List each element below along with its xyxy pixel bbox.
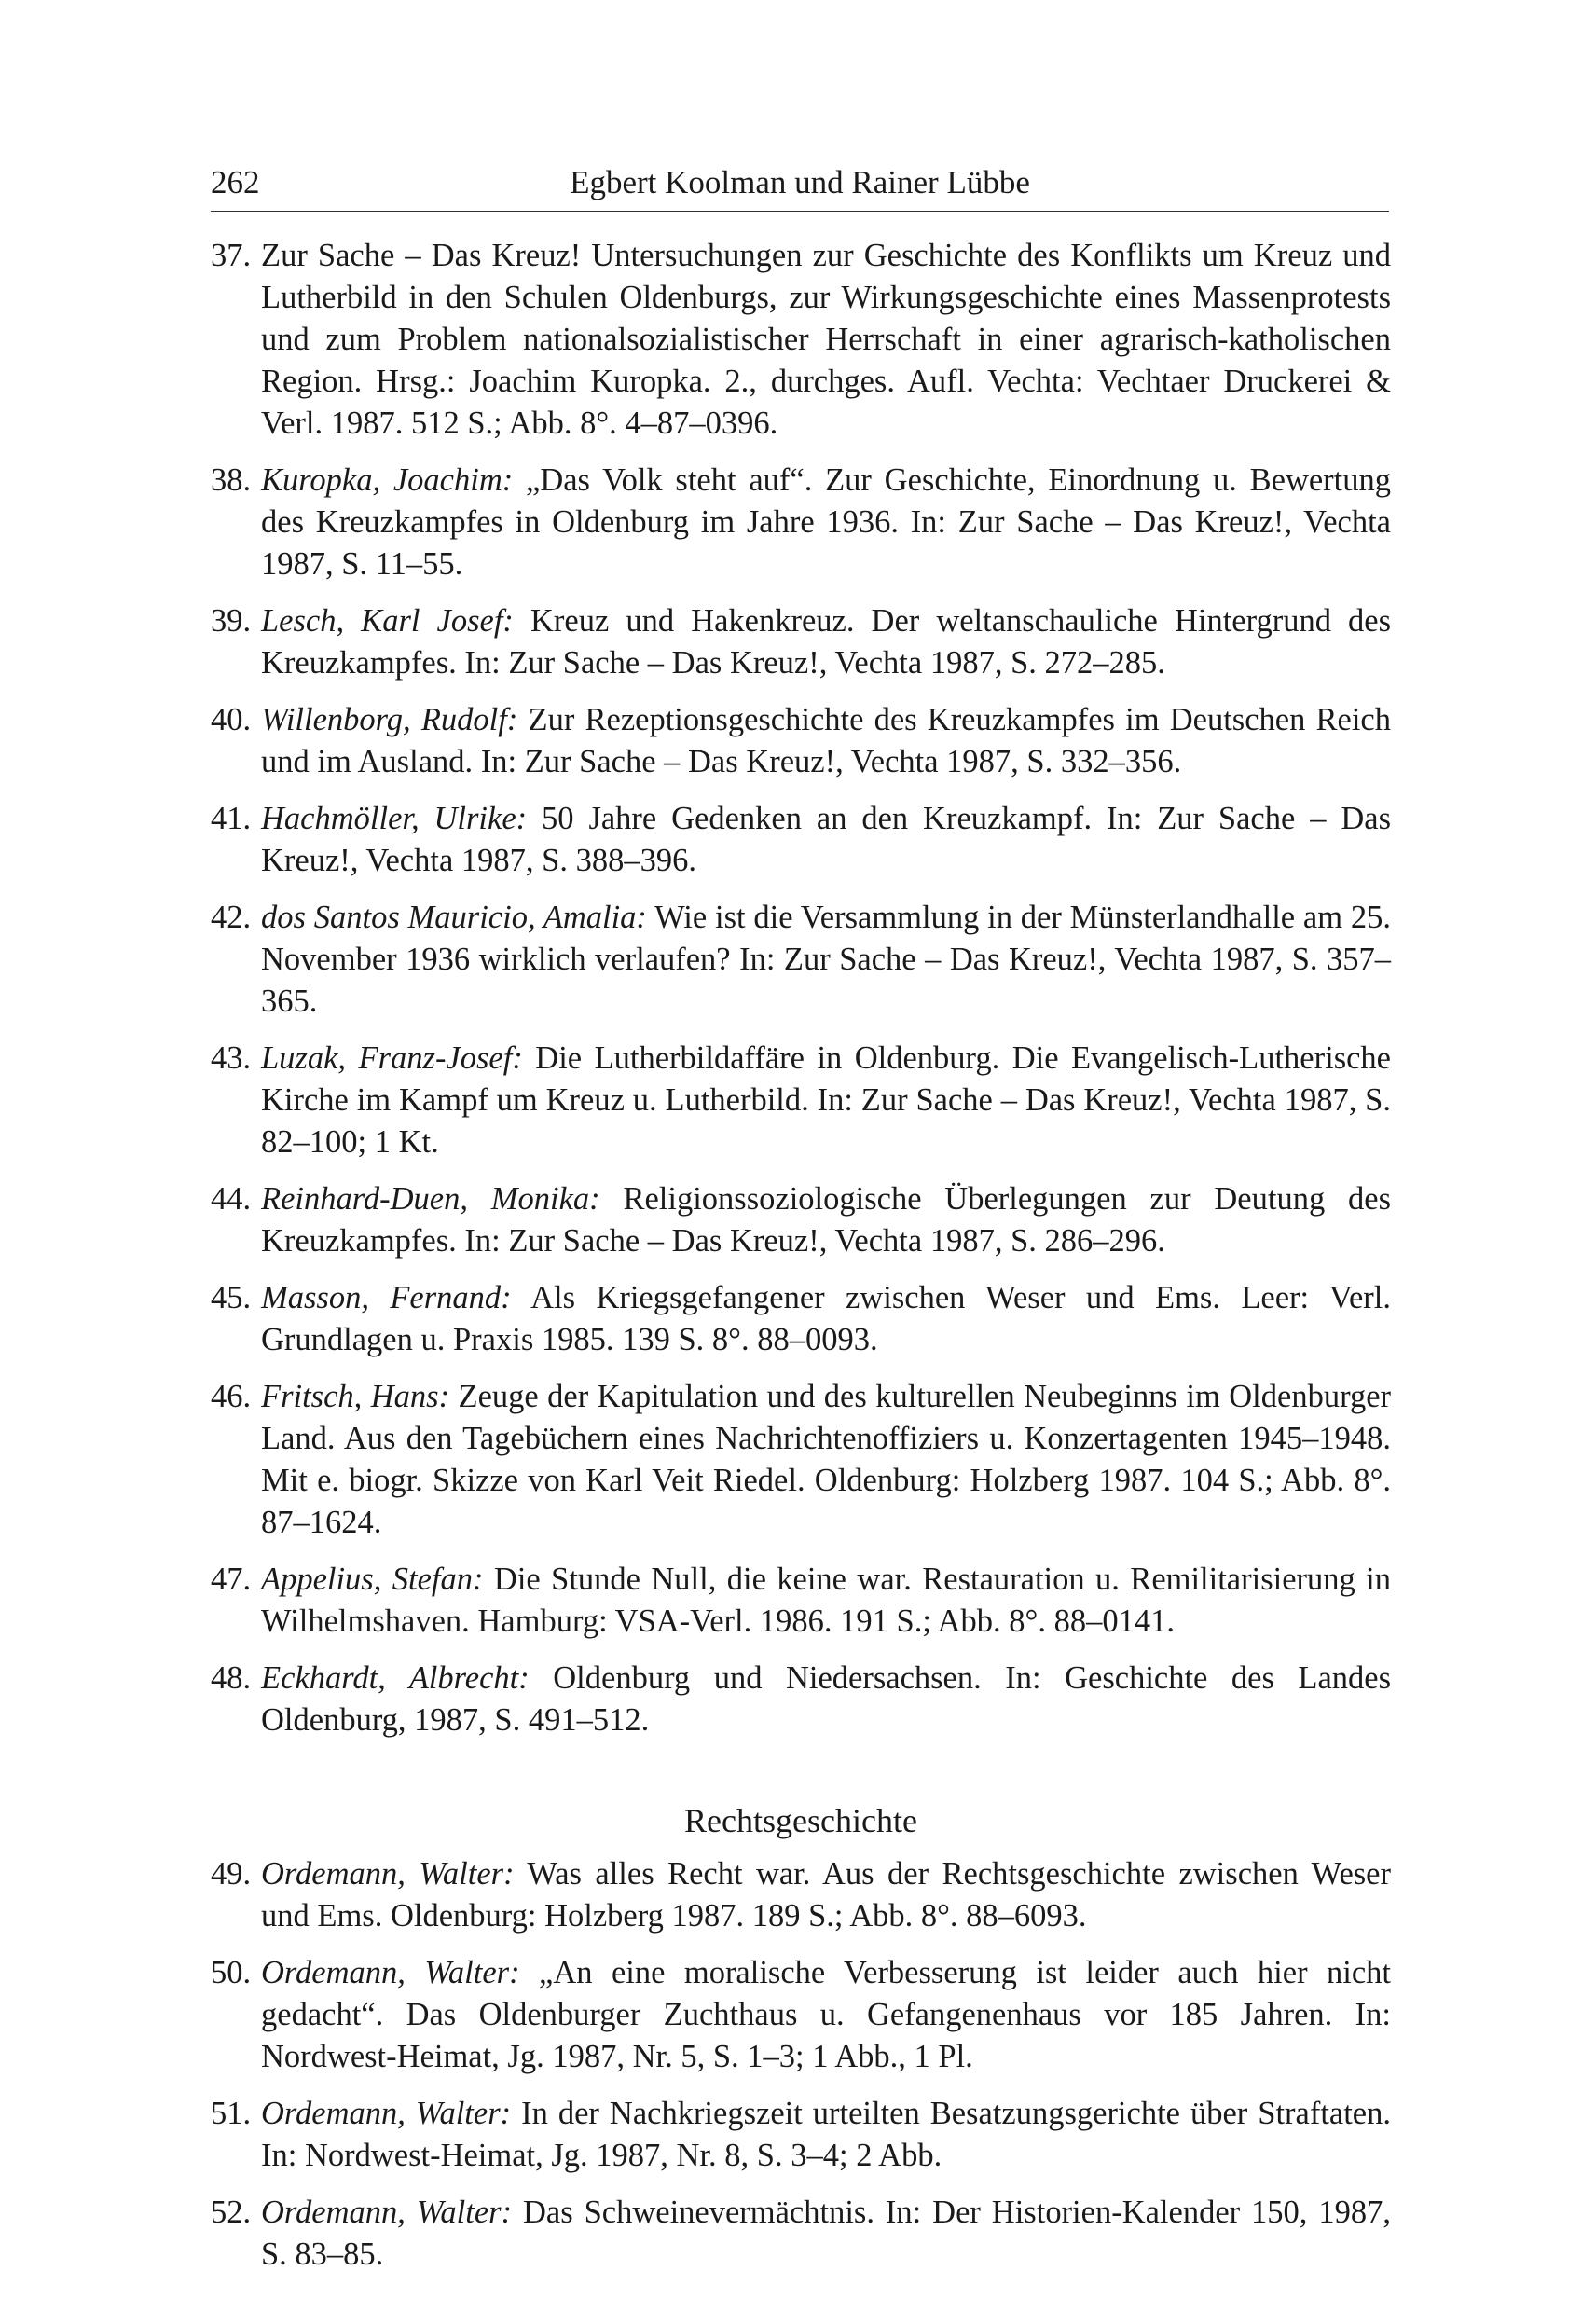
- entry-author: Kuropka, Joachim:: [261, 462, 514, 498]
- entry-author: Ordemann, Walter:: [261, 2195, 513, 2230]
- entry-number: 42.: [211, 900, 252, 935]
- entry-text: Zur Sache – Das Kreuz! Untersuchungen zur Geschichte des Konflikts um Kreuz und Lutherbild in den Schulen Oldenburgs, zur Wirkungsgeschichte eines Massenprotests und zum Problem nationalsozialistischer Herrschaft in einer agrarisch-katholischen Region. Hrsg.: Joachim Kuropka. 2., durchges. Aufl. Vechta: Vechtaer Druckerei & Verl. 1987. 512 S.; Abb. 8°. 4–87–0396.: [261, 238, 1391, 441]
- entry-number: 49.: [211, 1856, 252, 1892]
- entry-author: Willenborg, Rudolf:: [261, 702, 518, 737]
- entry-text: Das Schweinevermächtnis. In: Der Historien-Kalender 150, 1987, S. 83–85.: [261, 2195, 1391, 2272]
- bibliography-entry: [211, 699, 1391, 783]
- entry-text: „Das Volk steht auf“. Zur Geschichte, Einordnung u. Bewertung des Kreuzkampfes in Oldenburg im Jahre 1936. In: Zur Sache – Das Kreuz!, Vechta 1987, S. 11–55.: [261, 462, 1391, 582]
- entry-text: Die Lutherbildaffäre in Oldenburg. Die Evangelisch-Lutherische Kirche im Kampf um Kreuz u. Lutherbild. In: Zur Sache – Das Kreuz!, Vechta 1987, S. 82–100; 1 Kt.: [261, 1040, 1391, 1160]
- entry-number: 37.: [211, 238, 252, 273]
- bibliography-entry: [211, 460, 1391, 585]
- entry-number: 39.: [211, 603, 252, 639]
- bibliography-entry: [211, 235, 1391, 445]
- entry-author: Hachmöller, Ulrike:: [261, 801, 528, 836]
- entry-text: Die Stunde Null, die keine war. Restauration u. Remilitarisierung in Wilhelmshaven. Hamburg: VSA-Verl. 1986. 191 S.; Abb. 8°. 88–0141.: [261, 1562, 1391, 1639]
- entry-author: Fritsch, Hans:: [261, 1379, 450, 1414]
- bibliography-entry: [211, 897, 1391, 1023]
- entry-text: Religionssoziologische Überlegungen zur Deutung des Kreuzkampfes. In: Zur Sache – Das Kreuz!, Vechta 1987, S. 286–296.: [261, 1181, 1391, 1259]
- section-heading: Rechtsgeschichte: [684, 1802, 917, 1839]
- entry-text: Oldenburg und Niedersachsen. In: Geschichte des Landes Oldenburg, 1987, S. 491–512.: [261, 1660, 1392, 1738]
- entry-number: 41.: [211, 801, 252, 836]
- bibliography-entry: [211, 1277, 1391, 1361]
- bibliography-list-part1: [211, 235, 1391, 1741]
- bibliography-entry: [211, 1559, 1391, 1643]
- bibliography-entry: [211, 1376, 1391, 1544]
- entry-author: Masson, Fernand:: [261, 1280, 512, 1315]
- bibliography-entry: [211, 1952, 1391, 2078]
- bibliography-entry: [211, 1178, 1391, 1262]
- bibliography-entry: [211, 600, 1391, 684]
- entry-number: 50.: [211, 1955, 252, 1990]
- entry-author: Eckhardt, Albrecht:: [261, 1660, 530, 1696]
- page-number: 262: [211, 164, 260, 200]
- entry-author: Ordemann, Walter:: [261, 2096, 512, 2131]
- bibliography-entry: [211, 2192, 1391, 2276]
- entry-author: Luzak, Franz-Josef:: [261, 1040, 523, 1076]
- bibliography-entry: [211, 798, 1391, 882]
- entry-author: Lesch, Karl Josef:: [261, 603, 514, 639]
- entry-number: 48.: [211, 1660, 252, 1696]
- bibliography-entry: [211, 1853, 1391, 1937]
- entry-author: dos Santos Mauricio, Amalia:: [261, 900, 647, 935]
- entry-number: 38.: [211, 462, 252, 498]
- entry-author: Ordemann, Walter:: [261, 1856, 515, 1892]
- entry-text: Was alles Recht war. Aus der Rechtsgeschichte zwischen Weser und Ems. Oldenburg: Holzberg 1987. 189 S.; Abb. 8°. 88–6093.: [261, 1856, 1391, 1934]
- entry-number: 47.: [211, 1562, 252, 1597]
- entry-text: In der Nachkriegszeit urteilten Besatzungsgerichte über Straftaten. In: Nordwest-Heimat, Jg. 1987, Nr. 8, S. 3–4; 2 Abb.: [261, 2096, 1391, 2173]
- entry-author: Appelius, Stefan:: [261, 1562, 484, 1597]
- entry-number: 51.: [211, 2096, 252, 2131]
- entry-number: 40.: [211, 702, 252, 737]
- entry-text: „An eine moralische Verbesserung ist leider auch hier nicht gedacht“. Das Oldenburger Zuchthaus u. Gefangenenhaus vor 185 Jahren. In: Nordwest-Heimat, Jg. 1987, Nr. 5, S. 1–3; 1 Abb., 1 Pl.: [261, 1955, 1391, 2074]
- bibliography-list-part2: [211, 1853, 1391, 2276]
- entry-text: 50 Jahre Gedenken an den Kreuzkampf. In: Zur Sache – Das Kreuz!, Vechta 1987, S. 388–396.: [261, 801, 1392, 878]
- entry-text: Zeuge der Kapitulation und des kulturellen Neubeginns im Oldenburger Land. Aus den Tagebüchern eines Nachrichtenoffiziers u. Konzertagenten 1945–1948. Mit e. biogr. Skizze von Karl Veit Riedel. Oldenburg: Holzberg 1987. 104 S.; Abb. 8°. 87–1624.: [261, 1379, 1391, 1540]
- running-title: Egbert Koolman und Rainer Lübbe: [570, 164, 1030, 200]
- entry-text: Kreuz und Hakenkreuz. Der weltanschauliche Hintergrund des Kreuzkampfes. In: Zur Sache – Das Kreuz!, Vechta 1987, S. 272–285.: [261, 603, 1392, 681]
- entry-number: 52.: [211, 2195, 252, 2230]
- bibliography-entry: [211, 2093, 1391, 2177]
- entry-number: 43.: [211, 1040, 252, 1076]
- entry-text: Zur Rezeptionsgeschichte des Kreuzkampfes im Deutschen Reich und im Ausland. In: Zur Sache – Das Kreuz!, Vechta 1987, S. 332–356.: [261, 702, 1391, 779]
- entry-text: Als Kriegsgefangener zwischen Weser und Ems. Leer: Verl. Grundlagen u. Praxis 1985. 139 S. 8°. 88–0093.: [261, 1280, 1391, 1357]
- entry-author: Ordemann, Walter:: [261, 1955, 520, 1990]
- page-header: [211, 155, 1389, 212]
- bibliography-entry: [211, 1658, 1391, 1741]
- bibliography: [211, 235, 1391, 2291]
- entry-author: Reinhard-Duen, Monika:: [261, 1181, 600, 1217]
- bibliography-entry: [211, 1038, 1391, 1163]
- entry-number: 45.: [211, 1280, 252, 1315]
- entry-text: Wie ist die Versammlung in der Münsterlandhalle am 25. November 1936 wirklich verlaufen? In: Zur Sache – Das Kreuz!, Vechta 1987, S. 357–365.: [261, 900, 1391, 1019]
- entry-number: 44.: [211, 1181, 252, 1217]
- entry-number: 46.: [211, 1379, 252, 1414]
